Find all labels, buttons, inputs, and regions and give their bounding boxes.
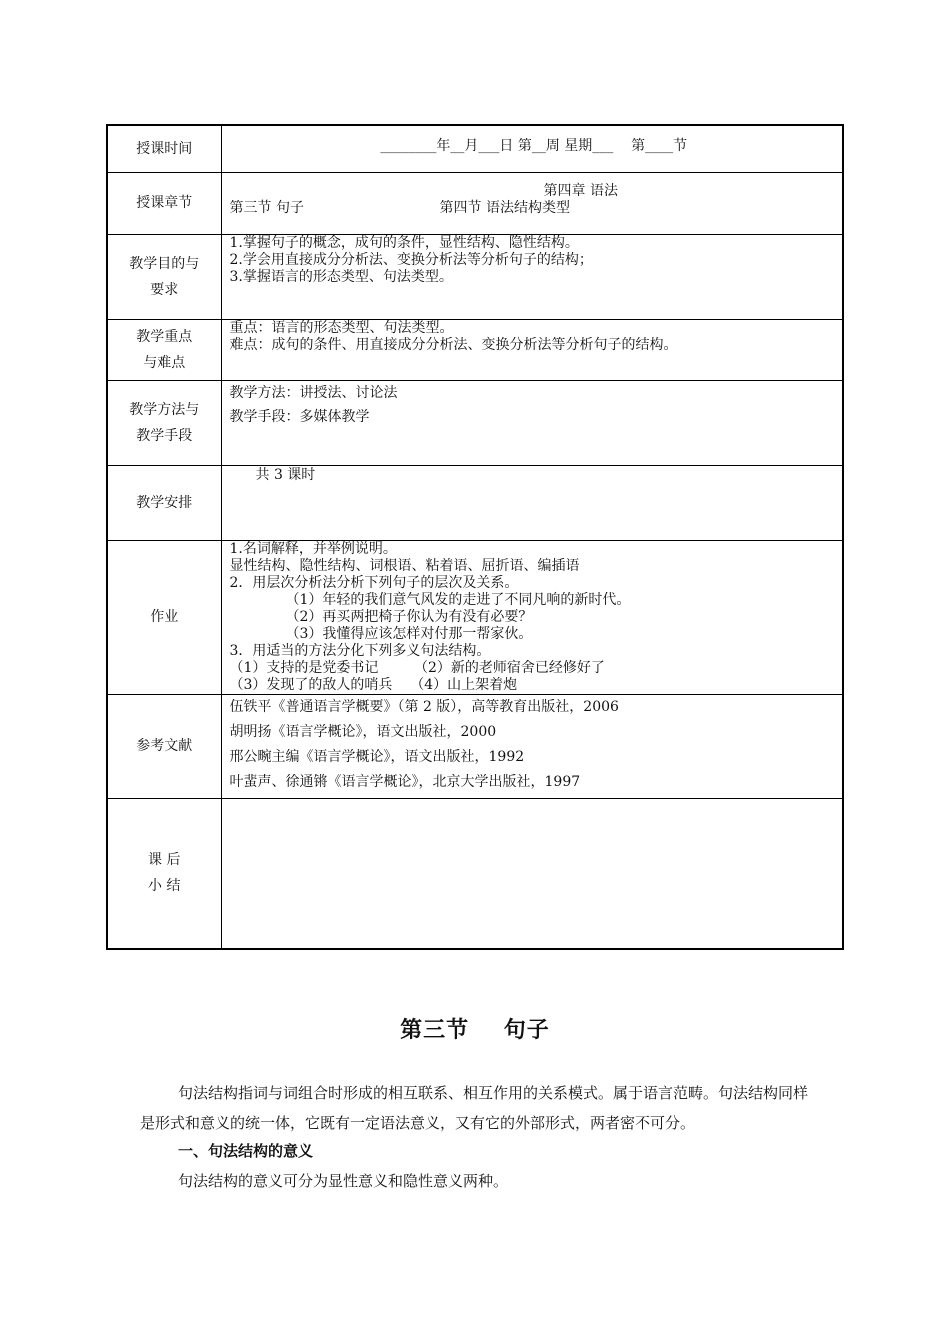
label-homework: 作业 [107,540,221,694]
chapter-title: 第四章 语法 [543,182,618,199]
reference-line: 邢公畹主编《语言学概论》，语文出版社，1992 [229,748,525,765]
reference-line: 伍铁平《普通语言学概要》（第 2 版），高等教育出版社，2006 [229,698,619,715]
row-chapter [107,172,843,234]
row-goals [107,234,843,319]
schedule-value: 共 3 课时 [255,466,316,483]
label-schedule: 教学安排 [107,465,221,540]
focus-line: 重点：语言的形态类型、句法类型。 [229,319,454,336]
label-summary-2: 小 结 [148,878,181,895]
method-line: 教学手段：多媒体教学 [229,408,370,425]
label-references: 参考文献 [107,694,221,798]
row-summary [107,798,843,949]
label-method-2: 教学手段 [136,427,193,444]
homework-line: （3）我懂得应该怎样对付那一帮家伙。 [285,625,533,642]
label-goals-2: 要求 [150,281,179,298]
summary-content [221,798,843,949]
chapter-section-left: 第三节 句子 [229,199,304,216]
homework-line: 2．用层次分析法分析下列句子的层次及关系。 [229,574,519,591]
row-method [107,380,843,465]
homework-line: （1）支持的是党委书记 （2）新的老师宿舍已经修好了 [229,659,605,676]
paragraph-intro: 句法结构指词与词组合时形成的相互联系、相互作用的关系模式。属于语言范畴。句法结构同样是形式和意义的统一体，它既有一定语法意义，又有它的外部形式，两者密不可分。 [140,1084,809,1132]
reference-line: 叶蜚声、徐通锵《语言学概论》，北京大学出版社，1997 [229,773,581,790]
row-schedule [107,465,843,540]
homework-line: （2）再买两把椅子你认为有没有必要？ [285,608,533,625]
label-chapter: 授课章节 [107,172,221,234]
paragraph-meaning: 句法结构的意义可分为显性意义和隐性意义两种。 [178,1172,509,1190]
label-focus-2: 与难点 [143,354,186,371]
section-title: 第三节 句子 [400,1018,550,1043]
subheading: 一、句法结构的意义 [178,1142,314,1160]
goal-line: 2.学会用直接成分分析法、变换分析法等分析句子的结构； [229,251,593,268]
goal-line: 1.掌握句子的概念，成句的条件，显性结构、隐性结构。 [229,234,579,251]
homework-line: 显性结构、隐性结构、词根语、粘着语、屈折语、编插语 [229,557,580,574]
homework-line: 1.名词解释，并举例说明。 [229,540,397,557]
focus-line: 难点：成句的条件、用直接成分分析法、变换分析法等分析句子的结构。 [229,336,678,353]
homework-line: （1）年轻的我们意气风发的走进了不同凡响的新时代。 [285,591,631,608]
row-references [107,694,843,798]
label-goals-1: 教学目的与 [129,255,200,272]
label-focus-1: 教学重点 [136,328,193,345]
label-summary-1: 课 后 [148,852,181,869]
homework-line: （3）发现了的敌人的哨兵 （4）山上架着炮 [229,676,518,693]
row-focus [107,319,843,380]
row-homework [107,540,843,694]
chapter-section-right: 第四节 语法结构类型 [439,199,570,216]
homework-line: 3．用适当的方法分化下列多义句法结构。 [229,642,491,659]
goal-line: 3.掌握语言的形态类型、句法类型。 [229,268,453,285]
method-line: 教学方法：讲授法、讨论法 [229,384,398,401]
reference-line: 胡明扬《语言学概论》，语文出版社，2000 [229,723,497,740]
label-class-time: 授课时间 [107,125,221,172]
lesson-plan-table [106,124,844,950]
label-method-1: 教学方法与 [129,401,200,418]
row-class-time [107,125,843,172]
class-time-value: ________年__月___日 第__周 星期___ 第____节 [380,138,688,154]
